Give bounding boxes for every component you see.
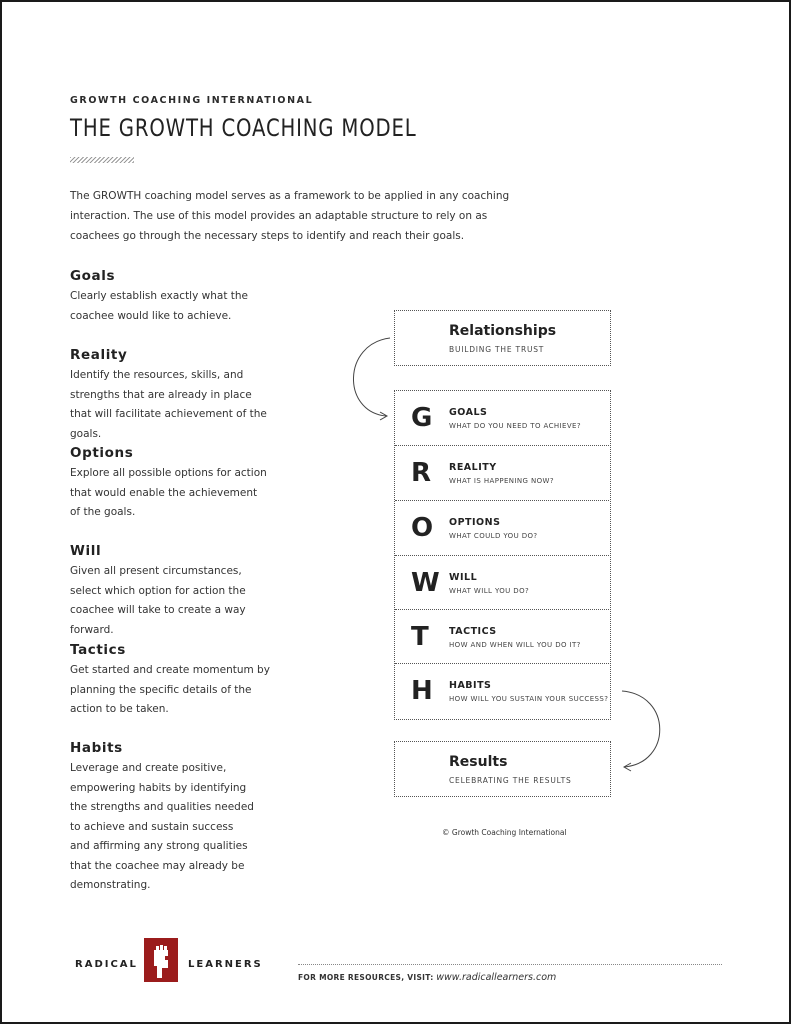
- section-habits: [70, 740, 285, 896]
- step-reality: [395, 445, 609, 501]
- fist-logo-icon: [142, 936, 180, 984]
- step-options: [395, 500, 609, 556]
- step-letter: H: [411, 676, 433, 706]
- step-letter: W: [411, 568, 440, 598]
- intro-paragraph: The GROWTH coaching model serves as a framework to be applied in any coaching interaction. The use of this model provides an adaptable structure to rely on as coachees go through the necessary steps to identify and reach their goals.: [70, 190, 510, 242]
- step-letter: G: [411, 403, 433, 433]
- section-text: Explore all possible options for action that would enable the achievement of the goals.: [70, 467, 267, 518]
- section-heading: Reality: [70, 347, 128, 363]
- brand-name-left: RADICAL: [75, 959, 138, 970]
- growth-steps-stack: [394, 390, 611, 720]
- step-goals: [395, 391, 609, 446]
- step-will: [395, 555, 609, 611]
- relationships-box: [394, 310, 611, 366]
- relationships-title: Relationships: [449, 323, 557, 339]
- footer-website-link[interactable]: www.radicallearners.com: [436, 972, 557, 983]
- title-underline-decoration: [70, 157, 134, 163]
- footer-divider: [298, 964, 722, 965]
- brand-name-right: LEARNERS: [188, 959, 263, 970]
- step-question: HOW AND WHEN WILL YOU DO IT?: [449, 641, 581, 649]
- step-label: TACTICS: [449, 626, 497, 637]
- section-text: Leverage and create positive, empowering habits by identifying the strengths and qualities needed to achieve and sustain success and affirming any strong qualities that the coachee may already be demonstrating.: [70, 762, 254, 891]
- step-letter: R: [411, 458, 432, 488]
- results-box: [394, 741, 611, 797]
- copyright-notice: © Growth Coaching International: [442, 828, 567, 837]
- step-label: HABITS: [449, 680, 492, 691]
- footer-resources: [298, 972, 556, 983]
- section-options: [70, 445, 285, 523]
- section-heading: Goals: [70, 268, 116, 284]
- section-heading: Habits: [70, 740, 123, 756]
- step-question: WHAT DO YOU NEED TO ACHIEVE?: [449, 422, 581, 430]
- section-text: Get started and create momentum by planning the specific details of the action to be taken.: [70, 664, 270, 715]
- step-question: WHAT WILL YOU DO?: [449, 587, 530, 595]
- organization-label: GROWTH COACHING INTERNATIONAL: [70, 95, 314, 106]
- step-label: REALITY: [449, 462, 497, 473]
- step-label: OPTIONS: [449, 517, 501, 528]
- step-label: WILL: [449, 572, 478, 583]
- section-reality: [70, 347, 285, 444]
- section-goals: [70, 268, 285, 326]
- section-will: [70, 543, 285, 640]
- section-text: Clearly establish exactly what the coachee would like to achieve.: [70, 290, 249, 322]
- step-question: WHAT COULD YOU DO?: [449, 532, 538, 540]
- step-question: WHAT IS HAPPENING NOW?: [449, 477, 554, 485]
- curved-arrow-icon: [614, 685, 674, 775]
- page-title: THE GROWTH COACHING MODEL: [70, 114, 417, 142]
- step-question: HOW WILL YOU SUSTAIN YOUR SUCCESS?: [449, 695, 609, 703]
- section-heading: Tactics: [70, 642, 126, 658]
- curved-arrow-icon: [342, 332, 402, 427]
- section-heading: Will: [70, 543, 102, 559]
- step-letter: O: [411, 513, 434, 543]
- step-habits: [395, 663, 609, 719]
- step-label: GOALS: [449, 407, 488, 418]
- results-title: Results: [449, 754, 508, 770]
- step-tactics: [395, 609, 609, 665]
- step-letter: T: [411, 622, 429, 652]
- footer-visit-label: FOR MORE RESOURCES, VISIT:: [298, 973, 434, 982]
- section-tactics: [70, 642, 285, 720]
- relationships-subtitle: BUILDING THE TRUST: [449, 345, 545, 354]
- section-text: Given all present circumstances, select which option for action the coachee will take to create a way forward.: [70, 565, 246, 636]
- section-text: Identify the resources, skills, and strengths that are already in place that will facilitate achievement of the goals.: [70, 369, 267, 440]
- section-heading: Options: [70, 445, 134, 461]
- results-subtitle: CELEBRATING THE RESULTS: [449, 776, 572, 785]
